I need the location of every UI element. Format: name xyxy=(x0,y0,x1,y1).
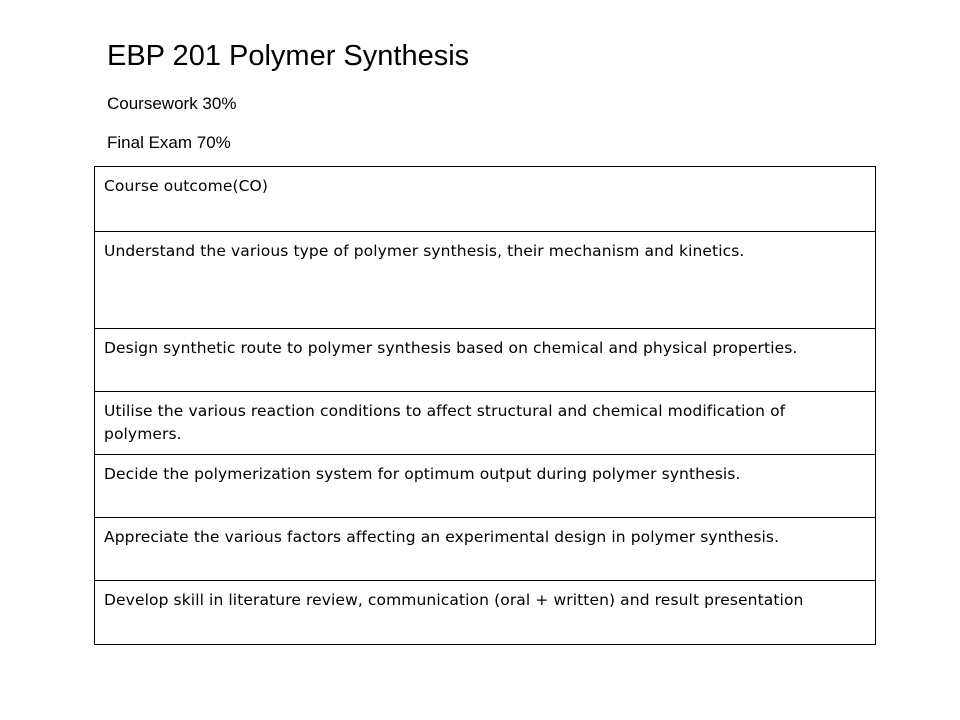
table-row xyxy=(95,329,876,392)
course-outcome-cell: Understand the various type of polymer synthesis, their mechanism and kinetics. xyxy=(95,232,876,329)
table-row xyxy=(95,232,876,329)
course-outcome-cell: Develop skill in literature review, communication (oral + written) and result presentation xyxy=(95,581,876,645)
page-title: EBP 201 Polymer Synthesis xyxy=(107,40,470,72)
table-header-cell: Course outcome(CO) xyxy=(95,167,876,232)
course-outcome-cell: Decide the polymerization system for optimum output during polymer synthesis. xyxy=(95,455,876,518)
course-outcome-cell: Appreciate the various factors affecting an experimental design in polymer synthesis. xyxy=(95,518,876,581)
final-exam-weight: Final Exam 70% xyxy=(107,133,231,152)
table-header-row xyxy=(95,167,876,232)
table-row xyxy=(95,518,876,581)
table-row xyxy=(95,455,876,518)
table-row xyxy=(95,581,876,645)
course-outcome-table xyxy=(94,166,876,645)
course-outcome-cell: Utilise the various reaction conditions to affect structural and chemical modification of polymers. xyxy=(95,392,876,455)
table-row xyxy=(95,392,876,455)
coursework-weight: Coursework 30% xyxy=(107,94,237,113)
course-outcome-cell: Design synthetic route to polymer synthesis based on chemical and physical properties. xyxy=(95,329,876,392)
